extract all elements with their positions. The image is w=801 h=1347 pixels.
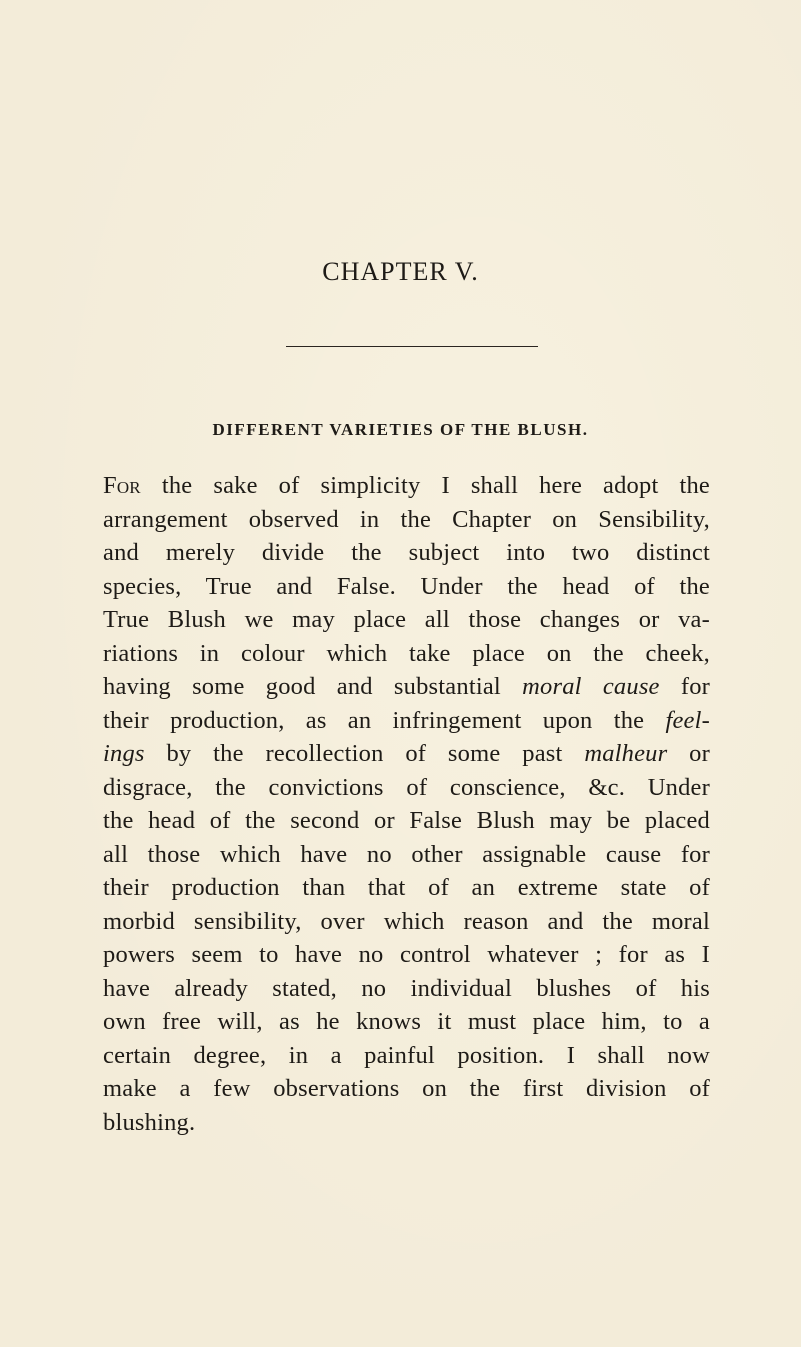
italic-text: ings <box>103 740 145 767</box>
text-line <box>103 704 710 738</box>
italic-text: moral cause <box>522 673 660 700</box>
text-line <box>103 838 710 872</box>
text-segment: make a few observations on the first division of <box>103 1075 710 1102</box>
text-segment: all those which have no other assignable cause for <box>103 840 710 868</box>
text-segment: or <box>667 740 710 767</box>
text-line <box>103 771 710 805</box>
chapter-heading: CHAPTER V. <box>322 257 479 286</box>
text-segment: their production than that of an extreme state of <box>103 874 710 901</box>
text-segment: morbid sensibility, over which reason and the moral <box>103 907 710 935</box>
text-segment: blushing. <box>103 1108 196 1136</box>
text-segment: having some good and substantial <box>103 673 523 700</box>
text-line <box>103 737 710 771</box>
body-paragraph <box>103 469 710 1139</box>
text-line <box>103 503 710 537</box>
text-segment: True Blush we may place all those changes or va- <box>103 606 710 633</box>
heading-divider <box>286 346 538 347</box>
text-segment: certain degree, in a painful position. I shall now <box>103 1041 710 1069</box>
text-segment: riations in colour which take place on the cheek, <box>103 639 710 667</box>
text-line <box>103 637 710 671</box>
text-segment: by the recollection of some past <box>144 740 585 767</box>
text-segment: have already stated, no individual blushes of his <box>103 974 710 1002</box>
text-line <box>103 536 710 570</box>
text-line <box>103 1072 710 1106</box>
text-line <box>103 670 710 704</box>
section-title: DIFFERENT VARIETIES OF THE BLUSH. <box>212 420 589 439</box>
text-line <box>103 603 710 637</box>
text-line <box>103 871 710 905</box>
text-segment: their production, as an infringement upon the <box>103 706 666 734</box>
text-segment: arrangement observed in the Chapter on Sensibility, <box>103 505 710 533</box>
text-line <box>103 804 710 838</box>
text-line <box>103 905 710 939</box>
text-line <box>103 938 710 972</box>
text-segment: own free will, as he knows it must place him, to a <box>103 1008 710 1035</box>
italic-text: malheur <box>584 740 668 767</box>
text-segment: disgrace, the convictions of conscience, &c. Under <box>103 773 710 801</box>
text-segment: powers seem to have no control whatever ; for as I <box>103 941 710 968</box>
text-segment: and merely divide the subject into two distinct <box>103 539 710 566</box>
small-caps-text: For <box>103 472 141 499</box>
text-line <box>103 1039 710 1073</box>
italic-text: feel- <box>665 706 710 734</box>
text-line <box>103 570 710 604</box>
text-segment: for <box>659 673 710 700</box>
text-line <box>103 1005 710 1039</box>
text-line <box>103 469 710 503</box>
text-line <box>103 1106 710 1140</box>
text-segment: species, True and False. Under the head of the <box>103 572 710 600</box>
text-line <box>103 972 710 1006</box>
text-segment: the sake of simplicity I shall here adopt the <box>140 472 710 499</box>
text-segment: the head of the second or False Blush may be placed <box>103 807 710 834</box>
